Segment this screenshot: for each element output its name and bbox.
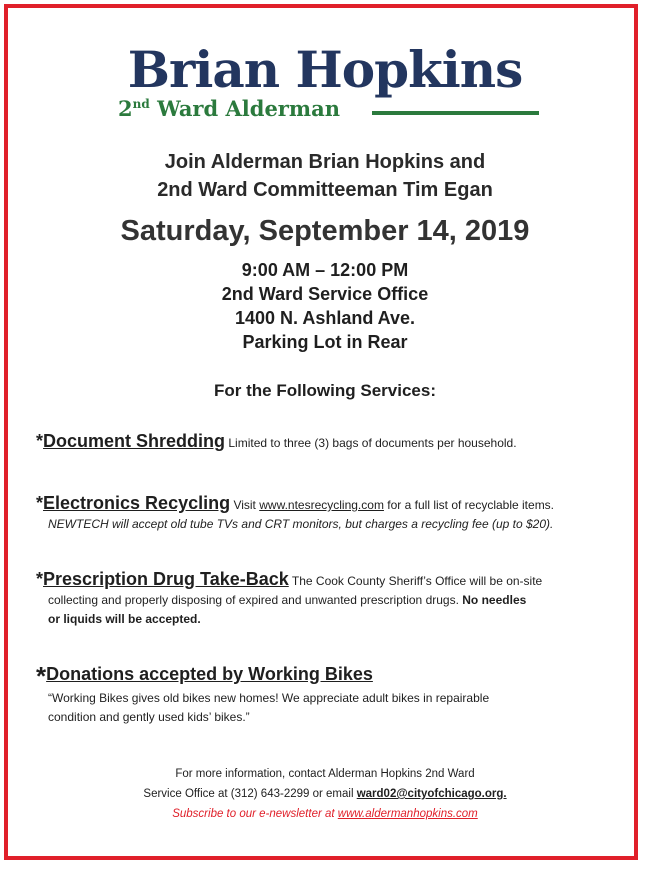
service-drug-takeback bbox=[36, 570, 626, 629]
service-warning-b: or liquids will be accepted. bbox=[48, 612, 201, 626]
intro bbox=[0, 148, 650, 204]
intro-line-1: Join Alderman Brian Hopkins and bbox=[164, 151, 486, 173]
recycling-link[interactable]: www.ntesrecycling.com bbox=[259, 498, 384, 512]
brand-name: Brian Hopkins bbox=[127, 40, 523, 99]
bullet-star: * bbox=[36, 569, 44, 589]
service-title: Prescription Drug Take-Back bbox=[43, 569, 289, 589]
event-date: Saturday, September 14, 2019 bbox=[120, 215, 530, 247]
service-desc-after: for a full list of recyclable items. bbox=[387, 498, 555, 512]
service-desc: Limited to three (3) bags of documents per household. bbox=[228, 436, 517, 450]
service-desc-line-1: The Cook County Sheriff’s Office will be on-site bbox=[291, 574, 543, 588]
service-title: Document Shredding bbox=[43, 431, 226, 451]
subscribe-text: Subscribe to our e-newsletter at bbox=[172, 808, 335, 820]
ward-title bbox=[118, 96, 340, 121]
intro-line-2: 2nd Ward Committeeman Tim Egan bbox=[157, 179, 493, 201]
email-link[interactable]: ward02@cityofchicago.org. bbox=[356, 788, 507, 800]
service-desc-line-2: collecting and properly disposing of expired and unwanted prescription drugs. bbox=[48, 593, 459, 607]
event-time: 9:00 AM – 12:00 PM bbox=[241, 260, 409, 280]
service-note: NEWTECH will accept old tube TVs and CRT monitors, but charges a recycling fee (up to $20). bbox=[48, 517, 554, 531]
bullet-star: * bbox=[36, 661, 47, 691]
service-title: Donations accepted by Working Bikes bbox=[46, 664, 373, 684]
service-quote-line-1: “Working Bikes gives old bikes new homes! We appreciate adult bikes in repairable bbox=[48, 691, 490, 705]
event-address: 1400 N. Ashland Ave. bbox=[234, 308, 416, 328]
event-details bbox=[0, 258, 650, 354]
services-heading: For the Following Services: bbox=[214, 381, 436, 400]
service-shredding bbox=[36, 432, 626, 453]
footer bbox=[0, 764, 650, 824]
service-electronics bbox=[36, 494, 626, 534]
service-title: Electronics Recycling bbox=[43, 493, 231, 513]
footer-line-1: For more information, contact Alderman Hopkins 2nd Ward bbox=[175, 768, 475, 780]
service-desc-before: Visit bbox=[233, 498, 256, 512]
bullet-star: * bbox=[36, 431, 44, 451]
service-warning-a: No needles bbox=[462, 593, 527, 607]
ward-number: 2 bbox=[118, 96, 133, 121]
service-quote-line-2: condition and gently used kids’ bikes.” bbox=[48, 710, 250, 724]
ward-title-text: Ward Alderman bbox=[157, 96, 340, 121]
event-parking: Parking Lot in Rear bbox=[242, 332, 408, 352]
bullet-star: * bbox=[36, 493, 44, 513]
service-bike-donations bbox=[36, 661, 626, 727]
event-venue: 2nd Ward Service Office bbox=[221, 284, 429, 304]
footer-phone: Service Office at (312) 643-2299 or email bbox=[143, 788, 354, 800]
ward-suffix: nd bbox=[132, 97, 150, 111]
website-link[interactable]: www.aldermanhopkins.com bbox=[337, 808, 478, 820]
brand-underline bbox=[372, 111, 539, 115]
